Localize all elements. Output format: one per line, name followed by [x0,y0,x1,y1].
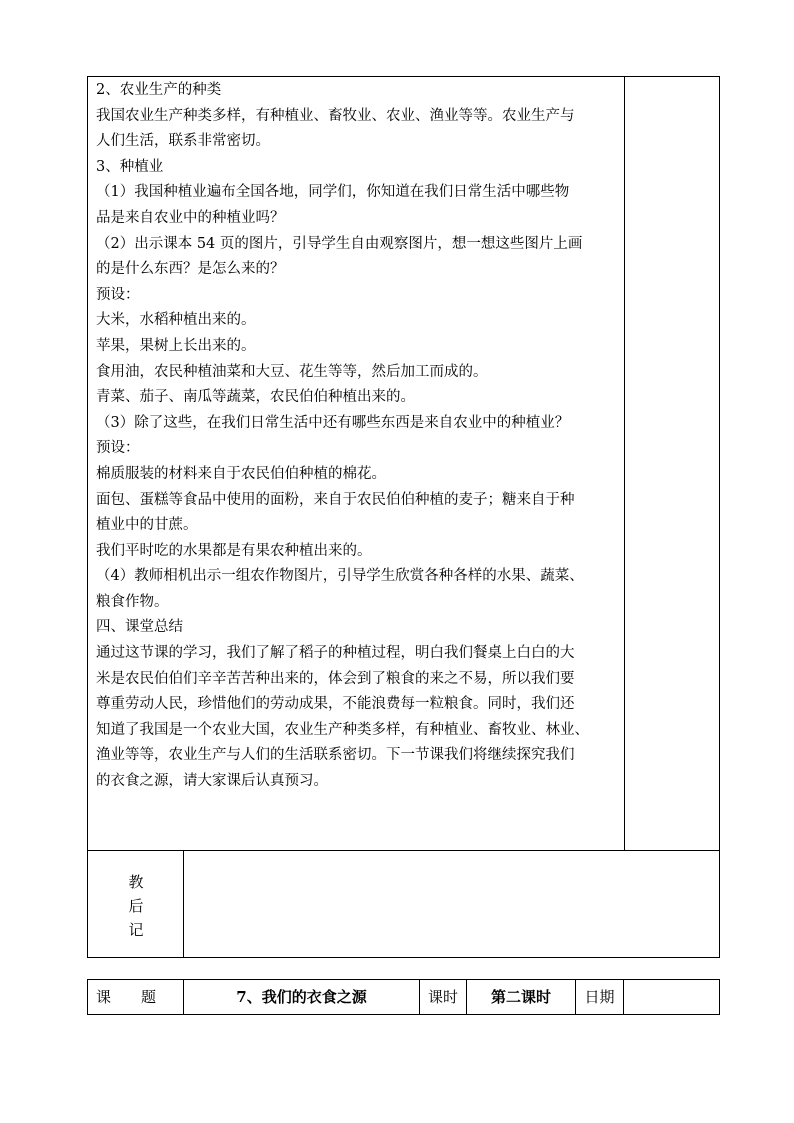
content-line: 知道了我国是一个农业大国，农业生产种类多样，有种植业、畜牧业、林业、 [96,721,589,738]
content-line: 植业中的甘蔗。 [96,517,198,534]
content-line: （1）我国种植业遍布全国各地，同学们，你知道在我们日常生活中哪些物 [96,184,570,201]
content-line: 粮食作物。 [96,593,169,610]
lesson-table-right-column-divider [624,76,625,851]
content-line: 的衣食之源，请大家课后认真预习。 [96,773,328,790]
content-line: 面包、蛋糕等食品中使用的面粉，来自于农民伯伯种植的麦子；糖来自于种 [96,491,575,508]
content-line: 渔业等等，农业生产与人们的生活联系密切。下一节课我们将继续探究我们 [96,747,575,764]
content-line: 的是什么东西？是怎么来的？ [96,261,285,278]
content-line: 品是来自农业中的种植业吗？ [96,209,285,226]
content-line: （4）教师相机出示一组农作物图片，引导学生欣赏各种各样的水果、蔬菜、 [96,568,584,585]
content-line: 我们平时吃的水果都是有果农种植出来的。 [96,542,372,559]
content-line: 2、农业生产的种类 [96,82,222,98]
content-line: 人们生活，联系非常密切。 [96,133,270,150]
content-line: 青菜、茄子、南瓜等蔬菜，农民伯伯种植出来的。 [96,389,415,406]
topic-label: 课 题 [96,988,157,1006]
content-line: 3、种植业 [96,158,164,175]
content-line: 预设： [96,286,140,303]
reflection-label-char: 后 [128,897,144,915]
reflection-label [88,870,184,942]
reflection-notes-area[interactable] [184,851,719,957]
period-value: 第二课时 [490,988,551,1006]
content-line: 四、课堂总结 [96,619,183,636]
content-line: 棉质服装的材料来自于农民伯伯种植的棉花。 [96,465,386,482]
period-label: 课时 [427,988,458,1006]
content-line: 米是农民伯伯们辛辛苦苦种出来的，体会到了粮食的来之不易，所以我们要 [96,670,575,687]
date-label: 日期 [584,988,615,1006]
content-line: 预设： [96,440,140,457]
topic-value: 7、我们的衣食之源 [236,988,367,1006]
reflection-label-char: 记 [128,921,144,939]
content-line: 大米，水稻种植出来的。 [96,312,256,329]
content-line: 尊重劳动人民，珍惜他们的劳动成果，不能浪费每一粒粮食。同时，我们还 [96,696,575,713]
reflection-label-char: 教 [128,873,144,891]
content-line: （3）除了这些，在我们日常生活中还有哪些东西是来自农业中的种植业？ [96,414,570,431]
content-line: 苹果，果树上长出来的。 [96,337,256,354]
date-value[interactable] [624,980,719,1014]
content-line: 我国农业生产种类多样，有种植业、畜牧业、农业、渔业等等。农业生产与 [96,107,575,124]
content-line: 通过这节课的学习，我们了解了稻子的种植过程，明白我们餐桌上白白的大 [96,645,575,662]
content-line: （2）出示课本 54 页的图片，引导学生自由观察图片，想一想这些图片上画 [96,235,583,252]
content-line: 食用油，农民种植油菜和大豆、花生等等，然后加工而成的。 [96,363,488,380]
lesson-content [96,78,621,795]
